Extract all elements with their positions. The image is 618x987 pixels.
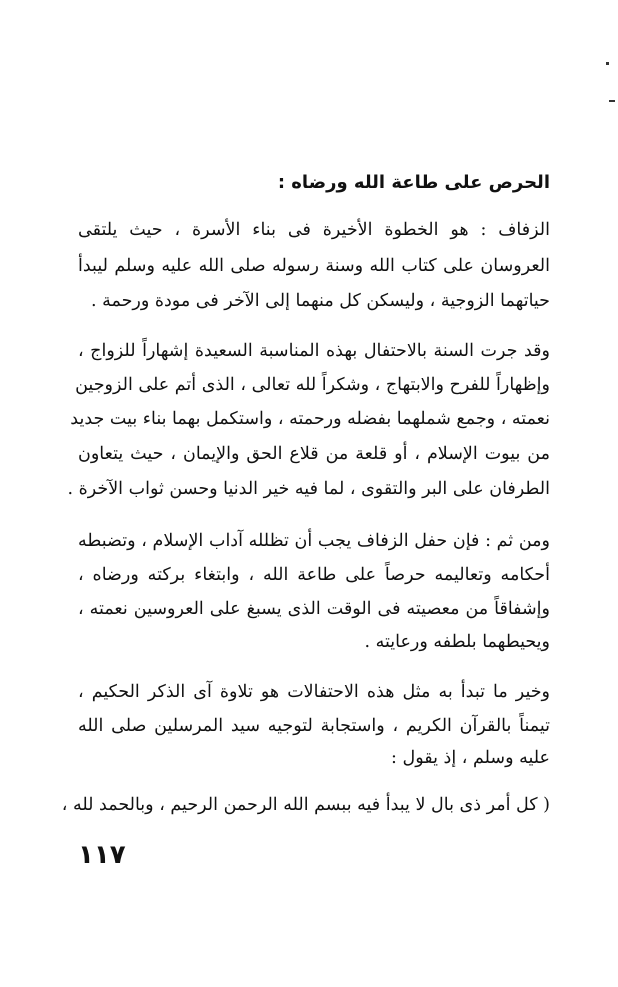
scan-speck [606, 62, 609, 65]
paragraph-4-line-3: عليه وسلم ، إذ يقول : [391, 748, 550, 768]
paragraph-2-line-3: نعمته ، وجمع شملهما بفضله ورحمته ، واستكمل بهما بناء بيت جديد [70, 409, 550, 429]
paragraph-3-line-4: ويحيطهما بلطفه ورعايته . [364, 632, 550, 652]
paragraph-5-line-1: ( كل أمر ذى بال لا يبدأ فيه ببسم الله الرحمن الرحيم ، وبالحمد لله ، [61, 795, 550, 815]
scan-speck [609, 100, 615, 102]
paragraph-3-line-3: وإشفاقاً من معصيته فى الوقت الذى يسبغ على العروسين نعمته ، [78, 599, 550, 619]
paragraph-4-line-1: وخير ما تبدأ به مثل هذه الاحتفالات هو تلاوة آى الذكر الحكيم ، [78, 682, 550, 702]
section-heading: الحرص على طاعة الله ورضاه : [277, 172, 550, 193]
paragraph-1-line-2: العروسان على كتاب الله وسنة رسوله صلى الله عليه وسلم ليبدأ [78, 256, 550, 276]
paragraph-2-line-1: وقد جرت السنة بالاحتفال بهذه المناسبة السعيدة إشهاراً للزواج ، [78, 341, 550, 361]
page-number: ١١٧ [78, 840, 126, 870]
paragraph-2-line-2: وإظهاراً للفرح والابتهاج ، وشكراً لله تعالى ، الذى أتم على الزوجين [75, 375, 550, 395]
paragraph-3-line-2: أحكامه وتعاليمه حرصاً على طاعة الله ، وابتغاء بركته ورضاه ، [78, 565, 550, 585]
paragraph-1-line-3: حياتهما الزوجية ، وليسكن كل منهما إلى الآخر فى مودة ورحمة . [90, 291, 550, 311]
paragraph-2-line-4: من بيوت الإسلام ، أو قلعة من قلاع الحق والإيمان ، حيث يتعاون [78, 444, 550, 464]
paragraph-1-line-1: الزفاف : هو الخطوة الأخيرة فى بناء الأسرة ، حيث يلتقى [78, 220, 550, 240]
paragraph-3-line-1: ومن ثم : فإن حفل الزفاف يجب أن تظلله آداب الإسلام ، وتضبطه [78, 531, 550, 551]
paragraph-4-line-2: تيمناً بالقرآن الكريم ، واستجابة لتوجيه سيد المرسلين صلى الله [78, 716, 550, 736]
paragraph-2-line-5: الطرفان على البر والتقوى ، لما فيه خير الدنيا وحسن ثواب الآخرة . [67, 479, 550, 499]
